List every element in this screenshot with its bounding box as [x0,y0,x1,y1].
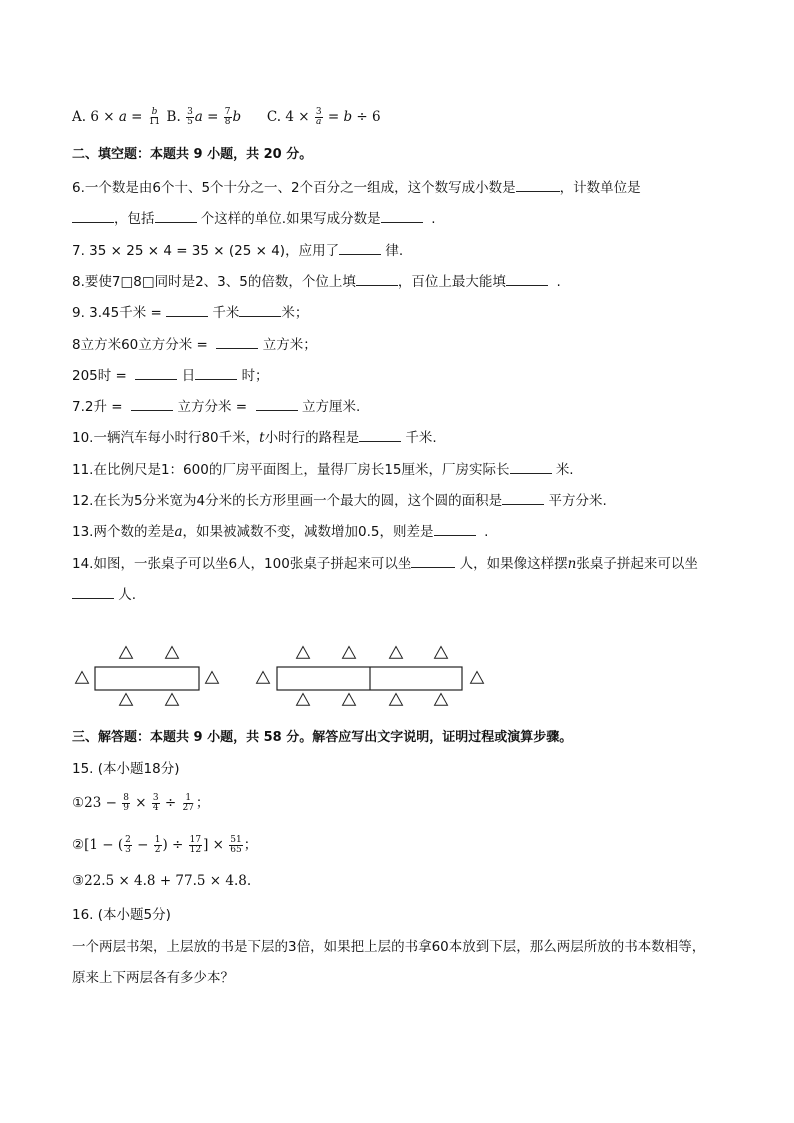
question-14-line-1: 14.如图，一张桌子可以坐6人，100张桌子拼起来可以坐 人，如果像这样摆n张桌子拼起来可以坐 [72,553,698,573]
answer-blank[interactable] [411,553,455,568]
seat-triangle [120,694,133,706]
seat-triangle [343,647,356,659]
fraction: $\frac{17}{12}$ [189,835,202,855]
seat-triangle [390,647,403,659]
option-b-label: B. [166,109,181,125]
seat-triangle [257,672,270,684]
answer-blank[interactable] [356,271,398,286]
seat-triangle [166,647,179,659]
question-14-line-2: 人. [72,584,136,604]
seat-triangle [166,694,179,706]
seat-triangle [297,647,310,659]
fraction: $\frac{51}{65}$ [230,835,242,855]
section-heading-solve: 三、解答题：本题共 9 小题，共 58 分。解答应写出文字说明，证明过程或演算步骤。 [72,730,573,745]
fraction: $\frac{3}{4}$ [152,793,159,813]
question-6-line-2: ，包括 个这样的单位.如果写成分数是 . [72,208,435,228]
seat-triangle [297,694,310,706]
question-9-line-3: 205时 = 日 时； [72,365,269,385]
answer-blank[interactable] [359,427,401,442]
question-7: 7. 35 × 25 × 4 = 35 × (25 × 4)，应用了 律. [72,240,403,260]
answer-blank[interactable] [72,208,114,223]
answer-blank[interactable] [195,365,237,380]
answer-blank[interactable] [381,208,423,223]
question-13: 13.两个数的差是a，如果被减数不变，减数增加0.5，则差是 . [72,521,488,541]
question-15-expr-1: ①23 − $\frac{8}{9}$ × $\frac{3}{4}$ ÷ $\frac{1}{27}$ ； [72,793,210,813]
seat-triangle [435,647,448,659]
seat-triangle [471,672,484,684]
answer-blank[interactable] [506,271,548,286]
question-9-line-4: 7.2升 = 立方分米 = 立方厘米. [72,396,360,416]
question-12: 12.在长为5分米宽为4分米的长方形里画一个最大的圆，这个圆的面积是 平方分米. [72,490,607,510]
fraction: $\frac{2}{3}$ [125,835,131,855]
question-10: 10.一辆汽车每小时行80千米，t小时行的路程是 千米. [72,427,437,447]
section-heading-fill-in: 二、填空题：本题共 9 小题，共 20 分。 [72,147,313,162]
answer-blank[interactable] [516,177,560,192]
question-15-expr-2: ②[1 − ( $\frac{2}{3}$ − $\frac{1}{2}$ ) ÷ $\frac{17}{12}$ ] × $\frac{51}{65}$ ； [72,835,258,855]
answer-blank[interactable] [239,302,281,317]
answer-blank[interactable] [135,365,177,380]
seat-triangle [120,647,133,659]
option-a-label: A. [72,109,87,125]
seat-triangle [76,672,89,684]
question-9-line-1: 9. 3.45千米 = 千米 米； [72,302,308,322]
question-16-header: 16. (本小题5分) [72,907,171,923]
fraction: $\frac{8}{9}$ [123,793,129,813]
answer-blank[interactable] [434,521,476,536]
seat-triangle [343,694,356,706]
question-9-line-2: 8立方米60立方分米 = 立方米； [72,334,317,354]
option-c-label: C. [266,109,282,125]
options-line: A. 6 × a = $\frac{b}{11}$ B. $\frac{3}{5}$ a = $\frac{7}{8}$ b C. 4 × $\frac{3}{a}$ = b ÷ 6 [72,107,381,127]
seat-triangle [206,672,219,684]
answer-blank[interactable] [510,459,552,474]
fraction: $\frac{b}{11}$ [148,107,161,127]
question-16-text-2: 原来上下两层各有多少本？ [72,970,234,986]
answer-blank[interactable] [256,396,298,411]
fraction: $\frac{1}{27}$ [182,793,194,813]
question-15-expr-3: ③22.5 × 4.8 + 77.5 × 4.8. [72,873,252,889]
fraction: $\frac{7}{8}$ [224,107,231,127]
answer-blank[interactable] [339,240,381,255]
fraction: $\frac{1}{2}$ [154,835,161,855]
question-16-text-1: 一个两层书架，上层放的书是下层的3倍，如果把上层的书拿60本放到下层，那么两层所放的书本数相等， [72,939,706,955]
question-8: 8.要使7□8□同时是2、3、5的倍数，个位上填 ，百位上最大能填 . [72,271,561,291]
answer-blank[interactable] [155,208,197,223]
question-6-line-1: 6.一个数是由6个十、5个十分之一、2个百分之一组成，这个数写成小数是 ，计数单位是 [72,177,641,197]
seat-triangle [435,694,448,706]
fraction: $\frac{3}{a}$ [315,107,322,127]
question-15-header: 15. (本小题18分) [72,761,180,777]
seat-triangle [390,694,403,706]
answer-blank[interactable] [502,490,544,505]
answer-blank[interactable] [216,334,258,349]
answer-blank[interactable] [72,584,114,599]
answer-blank[interactable] [131,396,173,411]
fraction: $\frac{3}{5}$ [187,107,193,127]
joined-tables [277,667,462,690]
answer-blank[interactable] [166,302,208,317]
single-table [95,667,199,690]
question-11: 11.在比例尺是1：600的厂房平面图上，量得厂房长15厘米，厂房实际长 米. [72,459,574,479]
